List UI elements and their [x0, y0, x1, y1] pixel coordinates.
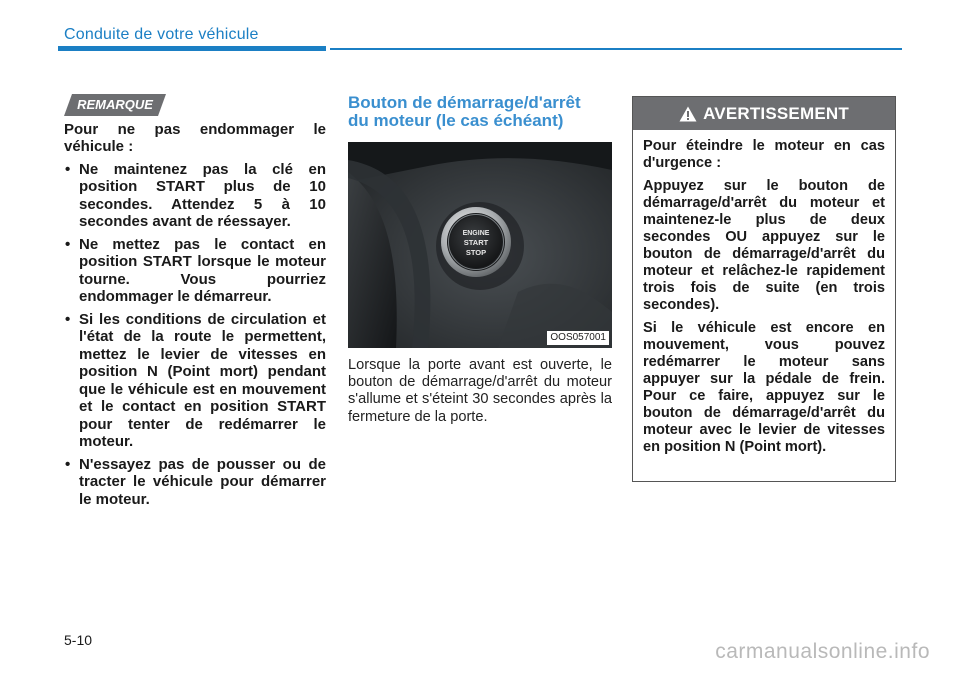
watermark: carmanualsonline.info [715, 640, 930, 663]
photo-code-label: OOS057001 [547, 331, 609, 345]
photo-illustration [348, 142, 612, 348]
note-intro: Pour ne pas endommager le véhicule : [64, 121, 326, 156]
note-bullet-item: • Ne maintenez pas la clé en position START plus de 10 secondes. Attendez 5 à 10 secondes avant de réessayer. [64, 161, 326, 231]
warning-triangle-icon [679, 106, 697, 122]
header-rule-accent [58, 46, 326, 51]
note-content [64, 121, 326, 514]
engine-start-button-photo [348, 142, 612, 348]
note-bullet-item: • Si les conditions de circulation et l'état de la route le permettent, mettez le levier de vitesses en position N (Point mort) pendant que le véhicule est en mouvement et le contact en position START pour tenter de redémarrer le moteur. [64, 311, 326, 450]
section-title [348, 94, 618, 130]
note-bullet-item: • N'essayez pas de pousser ou de tracter le véhicule pour démarrer le moteur. [64, 456, 326, 508]
warning-box [632, 96, 896, 482]
warning-paragraph: Si le véhicule est encore en mouvement, vous pouvez redémarrer le moteur sans appuyer sur la pédale de frein. Pour ce faire, appuyez sur le bouton de démarrage/d'arrêt du moteur avec le levier de vitesses en position N (Point mort). [643, 320, 885, 455]
page-number: 5-10 [64, 632, 93, 648]
note-badge [64, 94, 166, 116]
engine-button-text-line: STOP [465, 248, 487, 257]
section-title-line: Bouton de démarrage/d'arrêt [348, 93, 581, 112]
note-bullet-item: • Ne mettez pas le contact en position START lorsque le moteur tourne. Vous pourriez endommager le démarreur. [64, 236, 326, 306]
warning-header [633, 97, 895, 130]
section-body-text: Lorsque la porte avant est ouverte, le bouton de démarrage/d'arrêt du moteur s'allume et s'éteint 30 secondes après la fermeture de la porte. [348, 357, 612, 425]
note-badge-label: REMARQUE [77, 97, 153, 112]
warning-body [633, 130, 895, 456]
warning-paragraph: Pour éteindre le moteur en cas d'urgence : [643, 138, 885, 171]
warning-paragraph: Appuyez sur le bouton de démarrage/d'arrêt du moteur et maintenez-le plus de deux secondes OU appuyez sur le bouton de démarrage/d'arrêt du moteur et relâchez-le rapidement trois fois de suite (en trois secondes). [643, 178, 885, 313]
section-title-line: du moteur (le cas échéant) [348, 111, 564, 130]
engine-button-text-line: START [463, 238, 489, 247]
section-header-title: Conduite de votre véhicule [64, 26, 259, 43]
note-bullet-list [64, 161, 326, 508]
warning-title: AVERTISSEMENT [703, 103, 849, 123]
engine-button-text-line: ENGINE [462, 230, 490, 237]
header-rule [330, 48, 902, 50]
